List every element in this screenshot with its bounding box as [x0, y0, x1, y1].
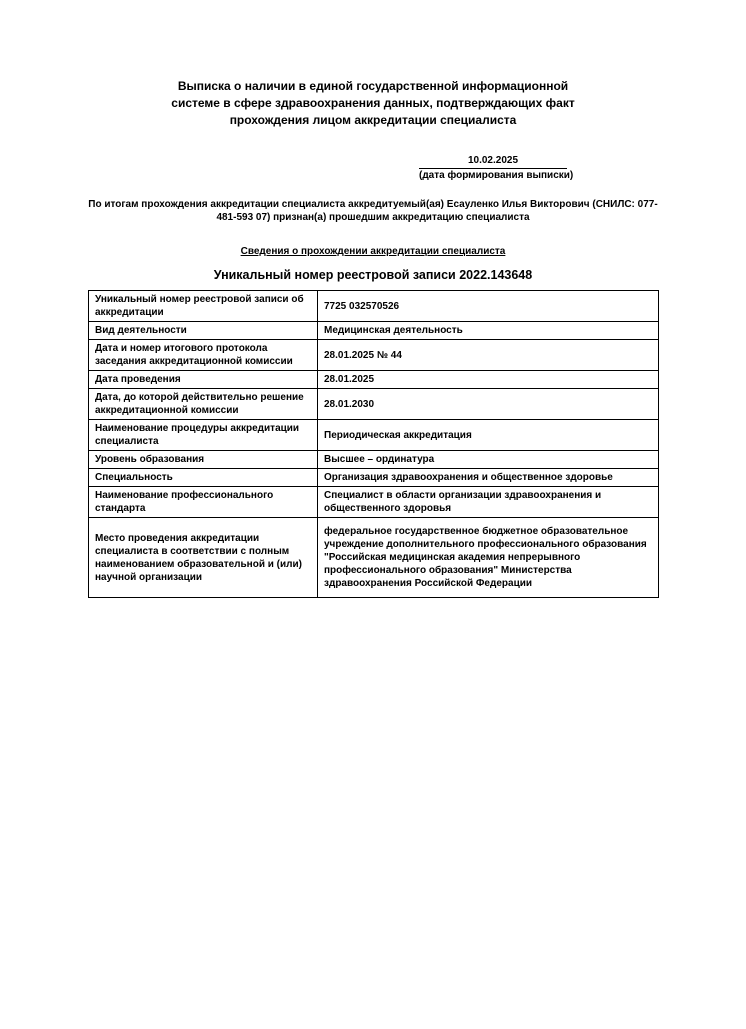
row-value: Медицинская деятельность — [318, 322, 659, 340]
accreditation-details-table — [88, 290, 659, 598]
document-title: Выписка о наличии в единой государственной информационной системе в сфере здравоохранения данных, подтверждающих факт прохождения лицом аккредитации специалиста — [171, 79, 575, 127]
section-heading: Сведения о прохождении аккредитации специалиста — [240, 246, 506, 257]
registry-number-heading: Уникальный номер реестровой записи 2022.143648 — [213, 268, 533, 282]
row-label: Дата, до которой действительно решение аккредитационной комиссии — [89, 389, 318, 420]
table-row — [89, 451, 659, 469]
row-value: 7725 032570526 — [318, 291, 659, 322]
table-row — [89, 487, 659, 518]
accreditation-details-table-body — [89, 291, 659, 598]
row-label: Уровень образования — [89, 451, 318, 469]
row-label: Дата и номер итогового протокола заседания аккредитационной комиссии — [89, 340, 318, 371]
table-row — [89, 469, 659, 487]
row-label: Дата проведения — [89, 371, 318, 389]
table-row — [89, 322, 659, 340]
table-row — [89, 340, 659, 371]
row-value: федеральное государственное бюджетное образовательное учреждение дополнительного профессионального образования "Российская медицинская академия непрерывного профессионального образования" Министерства здравоохранения Российской Федерации — [318, 518, 659, 598]
row-value: 28.01.2030 — [318, 389, 659, 420]
row-value: Специалист в области организации здравоохранения и общественного здоровья — [318, 487, 659, 518]
table-row — [89, 389, 659, 420]
row-label: Специальность — [89, 469, 318, 487]
table-row — [89, 371, 659, 389]
extract-date-caption: (дата формирования выписки) — [419, 170, 574, 181]
row-value: Периодическая аккредитация — [318, 420, 659, 451]
accreditation-result-paragraph: По итогам прохождения аккредитации специалиста аккредитуемый(ая) Есауленко Илья Викторович (СНИЛС: 077-481-593 07) признан(а) прошедшим аккредитацию специалиста — [88, 199, 658, 223]
row-label: Наименование профессионального стандарта — [89, 487, 318, 518]
table-row — [89, 291, 659, 322]
table-row — [89, 518, 659, 598]
extract-date: 10.02.2025 — [419, 155, 567, 169]
row-label: Наименование процедуры аккредитации специалиста — [89, 420, 318, 451]
row-value: 28.01.2025 — [318, 371, 659, 389]
table-row — [89, 420, 659, 451]
row-label: Уникальный номер реестровой записи об аккредитации — [89, 291, 318, 322]
row-label: Место проведения аккредитации специалиста в соответствии с полным наименованием образовательной и (или) научной организации — [89, 518, 318, 598]
row-value: Высшее – ординатура — [318, 451, 659, 469]
row-label: Вид деятельности — [89, 322, 318, 340]
row-value: Организация здравоохранения и общественное здоровье — [318, 469, 659, 487]
extract-date-block — [419, 155, 574, 182]
row-value: 28.01.2025 № 44 — [318, 340, 659, 371]
